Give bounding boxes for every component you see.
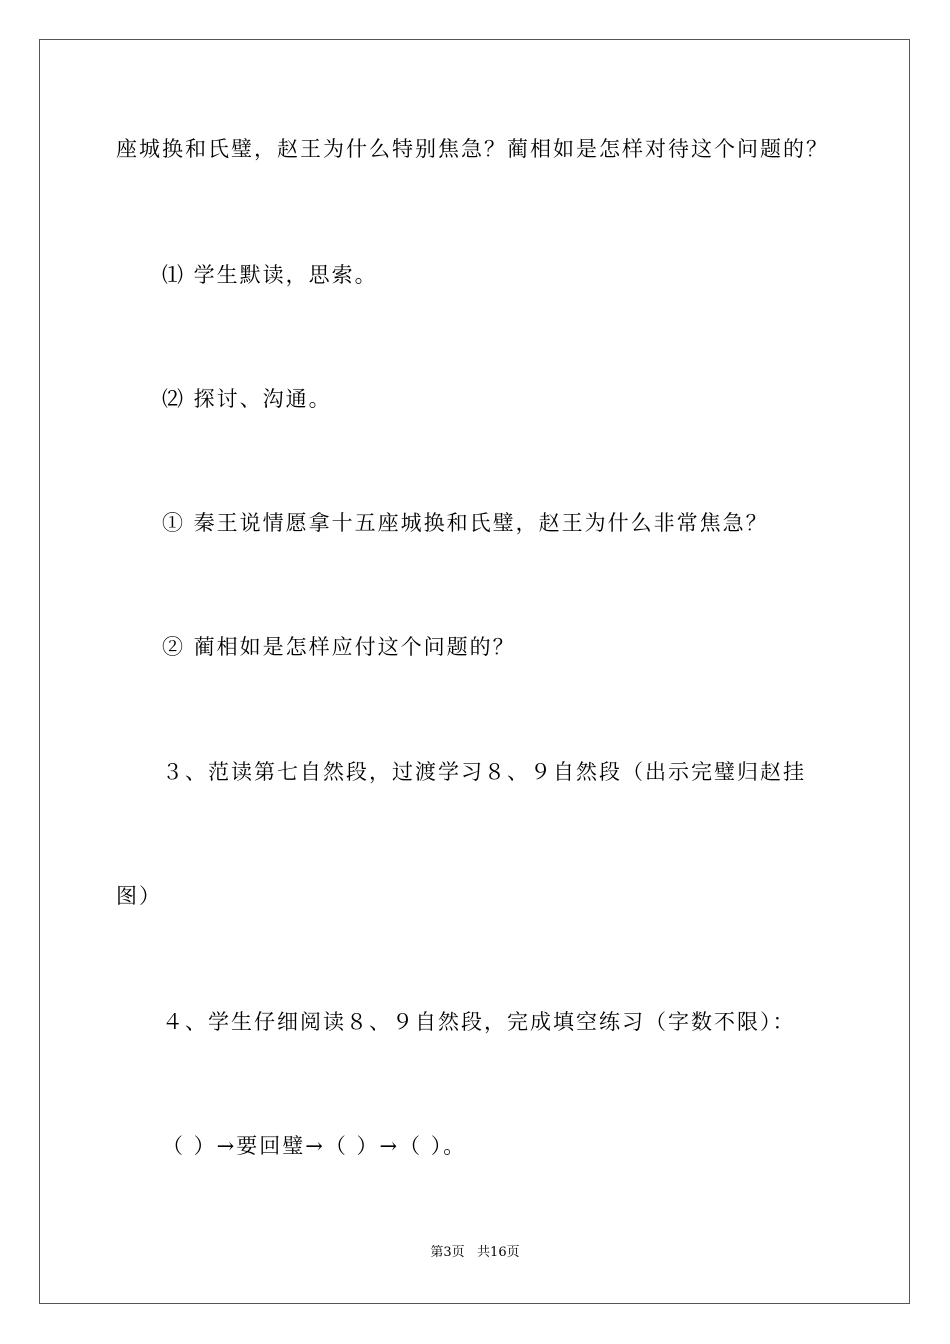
paragraph-continuation: 座城换和氏璧，赵王为什么特别焦急？蔺相如是怎样对待这个问题的？	[116, 137, 829, 161]
fill-in-blank: （ ）→要回璧→（ ）→（ ）。	[162, 1134, 467, 1158]
page-border	[39, 39, 910, 1304]
step-4-exercise: ４、学生仔细阅读８、９自然段，完成填空练习（字数不限）：	[162, 1010, 796, 1034]
step-2-discuss: ⑵ 探讨、沟通。	[162, 387, 332, 411]
question-1: ① 秦王说情愿拿十五座城换和氏璧，赵王为什么非常焦急？	[162, 511, 769, 535]
step-3-reading: ３、范读第七自然段，过渡学习８、９自然段（出示完璧归赵挂	[162, 760, 806, 784]
step-3-reading-cont: 图）	[116, 884, 162, 908]
page-number: 第3页 共16页	[430, 1245, 520, 1260]
step-1-read: ⑴ 学生默读，思索。	[162, 263, 378, 287]
question-2: ② 蔺相如是怎样应付这个问题的？	[162, 635, 516, 659]
